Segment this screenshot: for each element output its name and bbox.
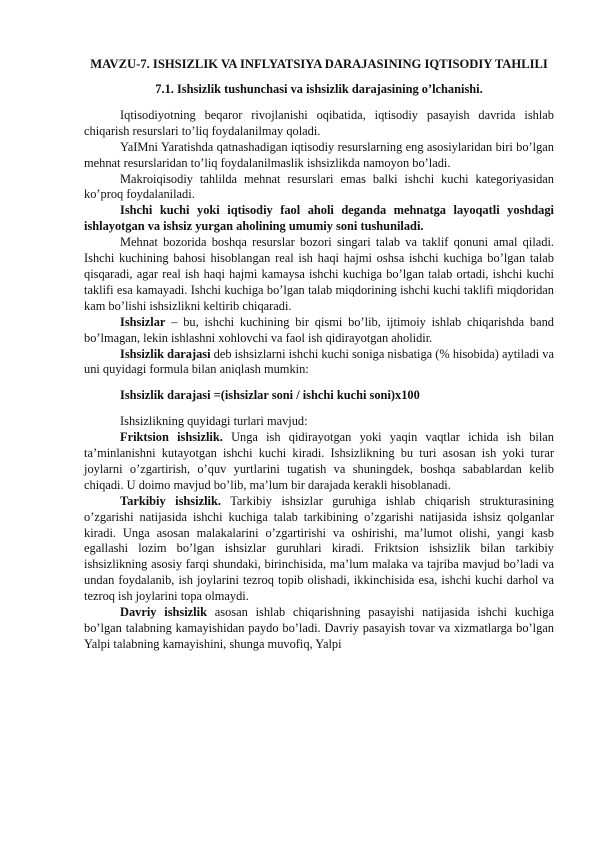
term-structural: Tarkibiy ishsizlik.	[120, 493, 221, 508]
definition-text: – bu, ishchi kuchining bir qismi bo’lib, ijtimoiy ishlab chiqarishda band bo’lmagan, lekin ishlashni xohlovchi va faol ish qidirayotgan aholidir.	[84, 314, 554, 345]
formula: Ishsizlik darajasi =(ishsizlar soni / ishchi kuchi soni)x100	[120, 388, 420, 403]
term-cyclical: Davriy ishsizlik	[120, 605, 207, 620]
page-title: MAVZU-7. ISHSIZLIK VA INFLYATSIYA DARAJASINING IQTISODIY TAHLILI	[90, 57, 548, 71]
document-page	[84, 56, 554, 653]
paragraph-types-intro: Ishsizlikning quyidagi turlari mavjud:	[120, 414, 308, 429]
paragraph-2: YaIMni Yaratishda qatnashadigan iqtisodiy resurslarning eng asosiylaridan biri bo’lgan mehnat resurslaridan to’liq foydalanilmaslik ishsizlikda namoyon bo’ladi.	[84, 139, 554, 170]
paragraph-definition-unemployed	[84, 315, 554, 347]
term-unemployed: Ishsizlar	[120, 314, 166, 329]
paragraph-frictional	[84, 430, 554, 494]
paragraph-structural	[84, 494, 554, 605]
definition-text: Unga ish qidirayotgan yoki yaqin vaqtlar ichida ish bilan ta’minlanishni kutayotgan ishchi kuchi kiradi. Ishsizlikning bu turi asosan ish yoki turar joylarni o’zgartirish, o’quv yurtlarini tugatish va shuningdek, boshqa sabablardan kelib chiqadi. U doimo mavjud bo’lib, ma’lum bir darajada kerakli hisoblanadi.	[84, 430, 554, 492]
paragraph-1: Iqtisodiyotning beqaror rivojlanishi oqibatida, iqtisodiy pasayish davrida ishlab chiqarish resurslari to’liq foydalanilmay qoladi.	[84, 107, 554, 138]
section-heading: 7.1. Ishsizlik tushunchasi va ishsizlik darajasining o’lchanishi.	[155, 82, 483, 96]
paragraph-3: Makroiqisodiy tahlilda mehnat resurslari emas balki ishchi kuchi kategoriyasidan ko’proq foydalaniladi.	[84, 171, 554, 202]
paragraph-definition-rate	[84, 347, 554, 379]
paragraph-definition-labor-force: Ishchi kuchi yoki iqtisodiy faol aholi deganda mehnatga layoqatli yoshdagi ishlayotgan va ishsiz yurgan aholining umumiy soni tushuniladi.	[84, 203, 554, 234]
paragraph-5: Mehnat bozorida boshqa resurslar bozori singari talab va taklif qonuni amal qiladi. Ishchi kuchining bahosi hisoblangan real ish haqi hajmi oshsa ishchi kuchiga bo’lgan talab qisqaradi, agar real ish haqi hajmi kamaysa ishchi kuchiga bo’lgan talab ortadi, ishchi kuchi taklifi esa kamayadi. Ishchi kuchiga bo’lgan talab miqdorining ishchi kuchi taklifi miqdoridan kam bo’lishi ishsizlikni keltirib chiqaradi.	[84, 235, 554, 313]
definition-text: asosan ishlab chiqarishning pasayishi natijasida ishchi kuchiga bo’lgan talabning kamayishidan paydo bo’ladi. Davriy pasayish tovar va xizmatlarga bo’lgan Yalpi talabning kamayishini, shunga muvofiq, Yalpi	[84, 605, 554, 651]
paragraph-cyclical	[84, 605, 554, 653]
term-unemployment-rate: Ishsizlik darajasi	[120, 346, 211, 361]
definition-text: Tarkibiy ishsizlar guruhiga ishlab chiqarish strukturasining o’zgarishi natijasida ishchi kuchiga talab tarkibining o’zgarishi natijasida ishsiz qolganlar kiradi. Unga asosan malakalarini o’zgartirishi va oshirishi, ma’lumot olishi, yangi kasb egallashi lozim bo’lgan ishsizlar guruhlari kiradi. Friktsion ishsizlik bilan tarkibiy ishsizlikning asosiy farqi shundaki, birinchisida, ma’lum malaka va tajriba mavjud bo’ladi va undan foydalanib, ish joylarini tezroq topib olishadi, ikkinchisida esa, ishchi kuchi darhol va tezroq ish joylarini topa olmaydi.	[84, 493, 555, 604]
definition-text: deb ishsizlarni ishchi kuchi soniga nisbatiga (% hisobida) aytiladi va uni quyidagi formula bilan aniqlash mumkin:	[84, 346, 554, 377]
term-frictional: Friktsion ishsizlik.	[120, 430, 223, 445]
